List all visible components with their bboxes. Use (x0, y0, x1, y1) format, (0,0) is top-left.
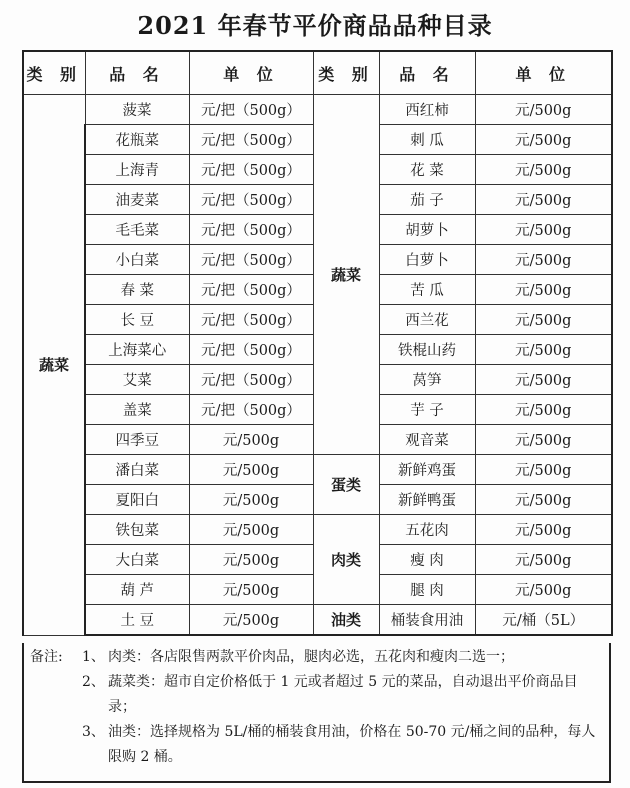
product-name-cell: 潘白菜 (85, 455, 189, 485)
product-unit-cell: 元/把（500g） (189, 365, 313, 395)
product-unit-cell: 元/500g (189, 575, 313, 605)
product-name-cell: 春 菜 (85, 275, 189, 305)
product-name-cell: 苦 瓜 (379, 275, 475, 305)
product-name-cell: 上海菜心 (85, 335, 189, 365)
product-name-cell: 胡萝卜 (379, 215, 475, 245)
header-category-right: 类 别 (313, 51, 379, 95)
product-unit-cell: 元/500g (189, 605, 313, 636)
category-cell: 油类 (313, 605, 379, 636)
product-unit-cell: 元/500g (189, 545, 313, 575)
category-cell: 肉类 (313, 515, 379, 605)
product-unit-cell: 元/把（500g） (189, 305, 313, 335)
product-unit-cell: 元/500g (475, 425, 612, 455)
product-unit-cell: 元/500g (475, 95, 612, 125)
product-unit-cell: 元/500g (475, 125, 612, 155)
product-name-cell: 芋 子 (379, 395, 475, 425)
notes-label-spacer (30, 720, 82, 770)
product-unit-cell: 元/500g (475, 365, 612, 395)
product-unit-cell: 元/500g (475, 305, 612, 335)
document-title: 2021 年春节平价商品品种目录 (137, 11, 493, 40)
product-name-cell: 小白菜 (85, 245, 189, 275)
product-name-cell: 葫 芦 (85, 575, 189, 605)
product-unit-cell: 元/把（500g） (189, 335, 313, 365)
product-name-cell: 艾菜 (85, 365, 189, 395)
notes-label: 备注: (30, 649, 63, 665)
product-unit-cell: 元/500g (475, 275, 612, 305)
product-name-cell: 瘦 肉 (379, 545, 475, 575)
header-unit-left: 单 位 (189, 51, 313, 95)
note-number: 2、 (82, 674, 105, 690)
product-unit-cell: 元/500g (475, 545, 612, 575)
product-name-cell: 四季豆 (85, 425, 189, 455)
product-unit-cell: 元/把（500g） (189, 395, 313, 425)
product-unit-cell: 元/500g (475, 335, 612, 365)
product-name-cell: 大白菜 (85, 545, 189, 575)
product-unit-cell: 元/500g (189, 515, 313, 545)
product-name-cell: 刺 瓜 (379, 125, 475, 155)
product-unit-cell: 元/500g (475, 185, 612, 215)
product-name-cell: 新鲜鸭蛋 (379, 485, 475, 515)
product-unit-cell: 元/500g (475, 485, 612, 515)
category-cell: 蔬菜 (313, 95, 379, 455)
product-name-cell: 观音菜 (379, 425, 475, 455)
product-name-cell: 茄 子 (379, 185, 475, 215)
product-unit-cell: 元/500g (475, 575, 612, 605)
product-unit-cell: 元/500g (475, 395, 612, 425)
table-row (23, 95, 612, 125)
product-unit-cell: 元/把（500g） (189, 95, 313, 125)
product-unit-cell: 元/把（500g） (189, 275, 313, 305)
product-name-cell: 上海青 (85, 155, 189, 185)
notes-section (22, 643, 611, 783)
product-catalog-table (22, 50, 613, 636)
product-unit-cell: 元/500g (189, 485, 313, 515)
note-row (30, 670, 603, 720)
product-unit-cell: 元/500g (475, 155, 612, 185)
note-number: 3、 (82, 724, 105, 740)
table-row (23, 515, 612, 545)
product-name-cell: 五花肉 (379, 515, 475, 545)
product-name-cell: 花 菜 (379, 155, 475, 185)
product-name-cell: 腿 肉 (379, 575, 475, 605)
header-category-left: 类 别 (23, 51, 85, 95)
product-name-cell: 西红柿 (379, 95, 475, 125)
product-unit-cell: 元/500g (475, 215, 612, 245)
header-unit-right: 单 位 (475, 51, 612, 95)
category-cell: 蔬菜 (23, 95, 85, 636)
product-unit-cell: 元/500g (475, 455, 612, 485)
product-unit-cell: 元/500g (475, 245, 612, 275)
product-name-cell: 盖菜 (85, 395, 189, 425)
product-name-cell: 花瓶菜 (85, 125, 189, 155)
note-text: 蔬菜类：超市自定价格低于 1 元或者超过 5 元的菜品，自动退出平价商品目录； (108, 674, 578, 715)
table-header-row (23, 51, 612, 95)
product-unit-cell: 元/桶（5L） (475, 605, 612, 636)
product-name-cell: 白萝卜 (379, 245, 475, 275)
product-name-cell: 土 豆 (85, 605, 189, 636)
product-name-cell: 莴笋 (379, 365, 475, 395)
product-name-cell: 新鲜鸡蛋 (379, 455, 475, 485)
product-name-cell: 长 豆 (85, 305, 189, 335)
product-name-cell: 菠菜 (85, 95, 189, 125)
note-number: 1、 (82, 649, 105, 665)
note-row (30, 645, 603, 670)
product-name-cell: 西兰花 (379, 305, 475, 335)
note-text: 油类：选择规格为 5L/桶的桶装食用油，价格在 50-70 元/桶之间的品种，每人限购 2 桶。 (108, 724, 596, 765)
product-name-cell: 油麦菜 (85, 185, 189, 215)
product-unit-cell: 元/把（500g） (189, 155, 313, 185)
note-row (30, 720, 603, 770)
product-unit-cell: 元/把（500g） (189, 185, 313, 215)
table-body (23, 95, 612, 636)
product-name-cell: 桶装食用油 (379, 605, 475, 636)
product-name-cell: 毛毛菜 (85, 215, 189, 245)
header-name-left: 品 名 (85, 51, 189, 95)
category-cell: 蛋类 (313, 455, 379, 515)
product-name-cell: 铁包菜 (85, 515, 189, 545)
table-row (23, 605, 612, 636)
note-text: 肉类：各店限售两款平价肉品，腿肉必选，五花肉和瘦肉二选一； (108, 649, 514, 665)
header-name-right: 品 名 (379, 51, 475, 95)
product-unit-cell: 元/把（500g） (189, 215, 313, 245)
table-row (23, 455, 612, 485)
product-name-cell: 铁棍山药 (379, 335, 475, 365)
product-unit-cell: 元/500g (189, 425, 313, 455)
notes-label-spacer (30, 670, 82, 720)
product-unit-cell: 元/500g (475, 515, 612, 545)
product-name-cell: 夏阳白 (85, 485, 189, 515)
product-unit-cell: 元/把（500g） (189, 125, 313, 155)
product-unit-cell: 元/把（500g） (189, 245, 313, 275)
product-unit-cell: 元/500g (189, 455, 313, 485)
